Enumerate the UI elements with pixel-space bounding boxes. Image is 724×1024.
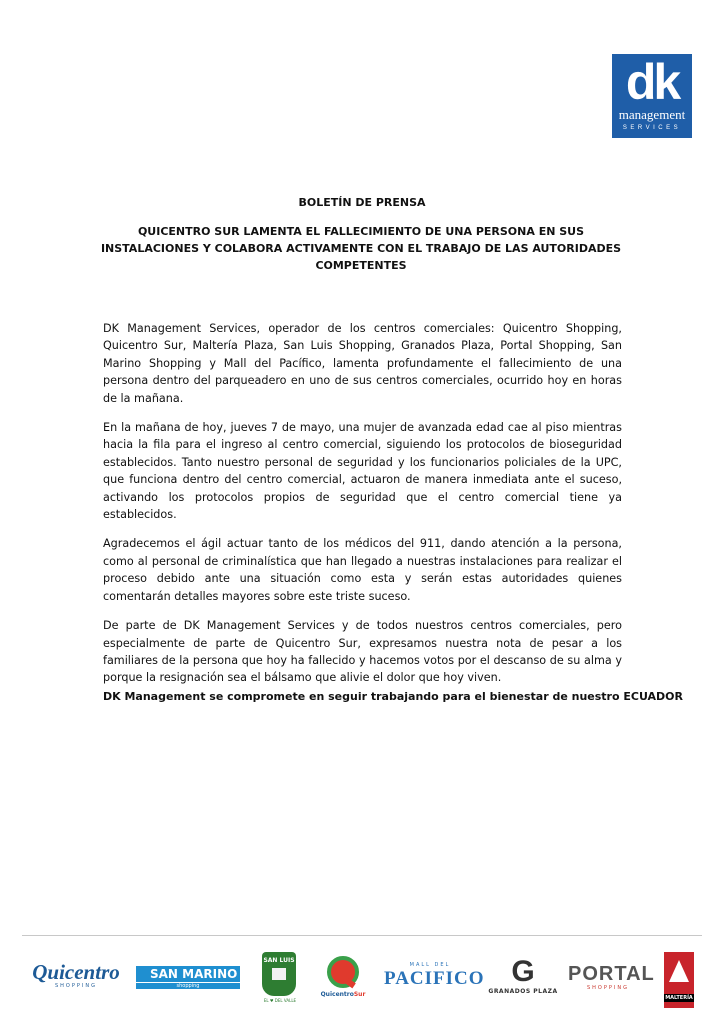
- footer-divider: [22, 935, 702, 936]
- malteria-logo: [664, 952, 694, 1008]
- logo-line1: management: [618, 107, 686, 122]
- portal-shopping-logo: [568, 963, 655, 991]
- mall-del-pacifico-top: MALL DEL: [409, 962, 451, 968]
- malteria-name: MALTERÍA: [665, 995, 693, 1001]
- paragraph: Agradecemos el ágil actuar tanto de los médicos del 911, dando atención a la persona, como al personal de criminalística que han llegado a nuestras instalaciones para realizar el proceso debido ante una situación como esta y serán estas autoridades quienes comentarán detalles mayores sobre este triste suceso.: [103, 537, 622, 603]
- body-text: [103, 320, 622, 699]
- quicentro-sur-part2: Sur: [353, 991, 366, 998]
- quicentro-logo: [30, 961, 122, 989]
- granados-plaza-logo: [484, 956, 562, 995]
- portal-name: PORTAL: [568, 963, 655, 985]
- quicentro-sur-part1: Quicentro: [320, 991, 354, 998]
- bulletin-title: BOLETÍN DE PRENSA: [298, 196, 426, 209]
- paragraph: De parte de DK Management Services y de todos nuestros centros comerciales, pero especialmente de parte de Quicentro Sur, expresamos nuestra nota de pesar a los familiares de la persona que hoy ha fallecido y hacemos votos por el descanso de su alma y porque la resignación sea el bálsamo que alivie el dolor que hoy viven.: [103, 619, 622, 685]
- logo-line2: SERVICES: [622, 125, 682, 131]
- san-luis-logo: [262, 952, 298, 1006]
- paragraph: En la mañana de hoy, jueves 7 de mayo, una mujer de avanzada edad cae al piso mientras hacia la fila para el ingreso al centro comercial, siguiendo los protocolos de bioseguridad establecidos. Tanto nuestro personal de seguridad y los funcionarios policiales de la UPC, que funciona dentro del centro comercial, actuaron de manera inmediata ante el suceso, activando los protocolos propios de seguridad que el centro comercial tiene ya establecidos.: [103, 421, 622, 522]
- malteria-mark-icon: [669, 960, 689, 982]
- san-marino-sub: shopping: [136, 983, 240, 989]
- mall-del-pacifico-name: PACIFICO: [384, 968, 485, 989]
- portal-sub: SHOPPING: [587, 985, 629, 991]
- quicentro-sur-name: [318, 991, 368, 998]
- san-marino-name: SAN MARINO: [136, 966, 240, 982]
- granados-mark: G: [511, 955, 535, 988]
- quicentro-sub: SHOPPING: [55, 983, 97, 989]
- san-luis-sub: EL ♥ DEL VALLE: [263, 998, 297, 1003]
- closing-statement: DK Management se compromete en seguir trabajando para el bienestar de nuestro ECUADOR: [103, 690, 683, 703]
- san-luis-name: SAN LUIS: [263, 957, 295, 964]
- house-icon: [272, 968, 286, 980]
- dk-management-logo: [612, 54, 692, 138]
- san-luis-shield: [262, 952, 296, 996]
- san-marino-logo: [136, 966, 240, 989]
- quicentro-name: Quicentro: [32, 960, 120, 984]
- granados-name: GRANADOS PLAZA: [488, 988, 558, 995]
- quicentro-sur-logo: [318, 956, 368, 998]
- q-mark-icon: [327, 956, 359, 988]
- footer-logos: [0, 948, 724, 1012]
- paragraph: DK Management Services, operador de los centros comerciales: Quicentro Shopping, Quicentro Sur, Maltería Plaza, San Luis Shopping, Granados Plaza, Portal Shopping, San Marino Shopping y Mall del Pacífico, lamenta profundamente el fallecimiento de una persona dentro del parqueadero en uno de sus centros comerciales, ocurrido hoy en horas de la mañana.: [103, 322, 622, 405]
- headline: QUICENTRO SUR LAMENTA EL FALLECIMIENTO DE UNA PERSONA EN SUS INSTALACIONES Y COLABORA ACTIVAMENTE CON EL TRABAJO DE LAS AUTORIDADES COMPETENTES: [100, 225, 622, 272]
- logo-brand: dk: [625, 54, 679, 110]
- mall-del-pacifico-logo: [384, 962, 485, 990]
